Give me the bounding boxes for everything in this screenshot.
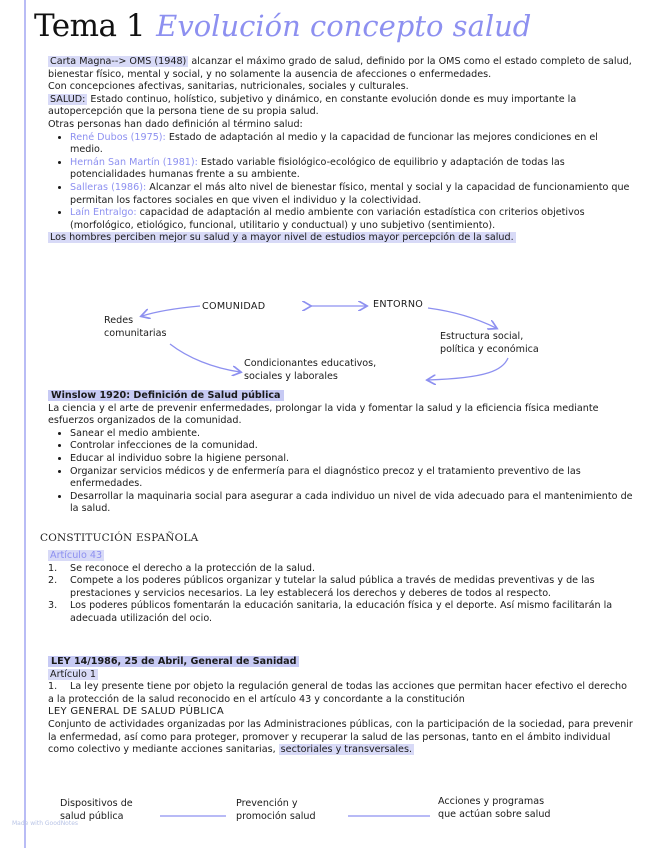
ley-general-text: Conjunto de actividades organizadas por las Administraciones públicas, con la participación de la sociedad, para prevenir la enfermedad, así como para proteger, promover y recuperar la salud de las personas, tanto en el ámbito individual como colectivo y mediante acciones sanitarias, sectoriales y transversales. <box>48 718 633 756</box>
author-definition: capacidad de adaptación al medio ambiente con variación estadística con criterios objetivos (morfológico, etiológico, funcional, utilitario y conductual) y uno subjetivo (sentimiento). <box>70 207 585 231</box>
highlight-statement: Los hombres perciben mejor su salud y a mayor nivel de estudios mayor percepción de la salud. <box>50 232 514 244</box>
node-condicionantes-line2: sociales y laborales <box>244 371 338 382</box>
health-determinants-diagram <box>48 298 633 390</box>
constitucion-point: 1. Se reconoce el derecho a la protección de la salud. <box>48 562 316 574</box>
diagram-arrows <box>48 298 633 390</box>
constitucion-point: 2. Compete a los poderes públicos organizar y tutelar la salud pública a través de medidas preventivas y de las prestaciones y servicios necesarios. La ley establecerá los derechos y deberes de todos al respecto. <box>48 575 595 599</box>
author-name: Hernán San Martín (1981): <box>70 156 198 168</box>
notebook-margin-line <box>24 0 26 848</box>
arrow-redes-condicionantes <box>170 344 240 372</box>
flow-item2-line2: promoción salud <box>236 811 316 822</box>
winslow-item: • Desarrollar la maquinaria social para asegurar a cada individuo un nivel de vida adecuado para el mantenimiento de la salud. <box>70 491 633 516</box>
node-comunidad: COMUNIDAD <box>202 301 266 312</box>
winslow-heading: Winslow 1920: Definición de Salud pública <box>48 390 633 403</box>
node-entorno: ENTORNO <box>373 299 424 310</box>
arrow-estructura-condicionantes <box>428 358 508 380</box>
title-subtitle: Evolución concepto salud <box>156 9 532 43</box>
conceptions-line: Con concepciones afectivas, sanitarias, nutricionales, sociales y culturales. <box>48 81 409 93</box>
arrow-entorno-estructura <box>428 308 496 328</box>
winslow-section <box>48 390 633 516</box>
winslow-item: • Organizar servicios médicos y de enfermería para el diagnóstico precoz y el tratamiento preventivo de las enfermedades. <box>70 466 633 491</box>
article-43-label: Artículo 43 <box>50 550 103 561</box>
constitucion-section <box>48 550 633 626</box>
salud-label: SALUD: <box>50 93 86 105</box>
page-title <box>34 8 531 44</box>
node-condicionantes-line1: Condicionantes educativos, <box>244 358 377 369</box>
oms-text: alcanzar el máximo grado de salud, definido por la OMS como el estado completo de salud, bienestar físico, mental y social, y no solamente la ausencia de afecciones o enfermedades. <box>48 56 632 80</box>
author-item <box>70 207 633 232</box>
oms-label: Carta Magna--> OMS (1948) <box>50 56 187 67</box>
salud-text: Estado continuo, holístico, subjetivo y dinámico, en constante evolución donde es muy importante la autopercepción que la persona tiene de su propia salud. <box>48 93 577 118</box>
intro-section <box>48 56 633 245</box>
ley-section <box>48 656 633 757</box>
flow-item2-line1: Prevención y <box>236 798 298 809</box>
authors-list <box>48 132 633 233</box>
flow-item1-line1: Dispositivos de <box>60 798 133 809</box>
author-item <box>70 132 633 157</box>
flow-item3-line2: que actúan sobre salud <box>438 809 551 820</box>
note-page <box>34 0 640 848</box>
constitucion-point: 3. Los poderes públicos fomentarán la educación sanitaria, la educación física y el deporte. Así mismo facilitarán la adecuada utilización del ocio. <box>48 600 613 624</box>
flow-item1-line2: salud pública <box>60 811 124 822</box>
winslow-item: • Sanear el medio ambiente. <box>70 428 633 441</box>
winslow-item: • Controlar infecciones de la comunidad. <box>70 440 633 453</box>
node-estructura-line1: Estructura social, <box>440 331 524 342</box>
winslow-list <box>48 428 633 516</box>
winslow-intro: La ciencia y el arte de prevenir enfermedades, prolongar la vida y fomentar la salud y la eficiencia física mediante esfuerzos organizados de la comunidad. <box>48 402 599 427</box>
sectoriales-highlight: sectoriales y transversales. <box>280 744 412 756</box>
node-estructura-line2: política y económica <box>440 344 539 355</box>
winslow-item: • Educar al individuo sobre la higiene personal. <box>70 453 633 466</box>
salud-paragraph <box>48 94 633 119</box>
author-name: René Dubos (1975): <box>70 131 166 143</box>
author-item <box>70 157 633 182</box>
salud-publica-flow <box>48 796 633 832</box>
author-name: Salleras (1986): <box>70 181 147 193</box>
node-redes-line1: Redes <box>104 315 134 326</box>
arrow-comunidad-redes <box>142 306 200 316</box>
node-redes-line2: comunitarias <box>104 328 167 339</box>
title-main: Tema 1 <box>34 8 146 44</box>
author-name: Laín Entralgo: <box>70 207 137 219</box>
author-definition: Estado variable fisiológico-ecológico de equilibrio y adaptación de todas las potencialidades humanas frente a su ambiente. <box>70 156 565 181</box>
ley-heading: LEY 14/1986, 25 de Abril, General de Sanidad <box>48 656 633 669</box>
author-definition: Alcanzar el más alto nivel de bienestar físico, mental y social y la capacidad de funcionamiento que permitan los factores sociales en que viven el individuo y la colectividad. <box>70 181 630 206</box>
ley-article-label: Artículo 1 <box>50 668 96 680</box>
others-line: Otras personas han dado definición al término salud: <box>48 118 303 130</box>
author-definition: Estado de adaptación al medio y la capacidad de funcionar las mejores condiciones en el medio. <box>70 131 598 156</box>
ley-general-heading: LEY GENERAL DE SALUD PÚBLICA <box>48 706 224 718</box>
oms-paragraph <box>48 56 633 81</box>
goodnotes-watermark: Made with GoodNotes <box>12 820 79 827</box>
author-item <box>70 182 633 207</box>
ley-point: 1. La ley presente tiene por objeto la regulación general de todas las acciones que permitan hacer efectivo el derecho a la protección de la salud reconocido en el artículo 43 y concordante a la constitución <box>48 681 627 705</box>
constitucion-heading: CONSTITUCIÓN ESPAÑOLA <box>40 532 199 544</box>
flow-item3-line1: Acciones y programas <box>438 796 545 807</box>
